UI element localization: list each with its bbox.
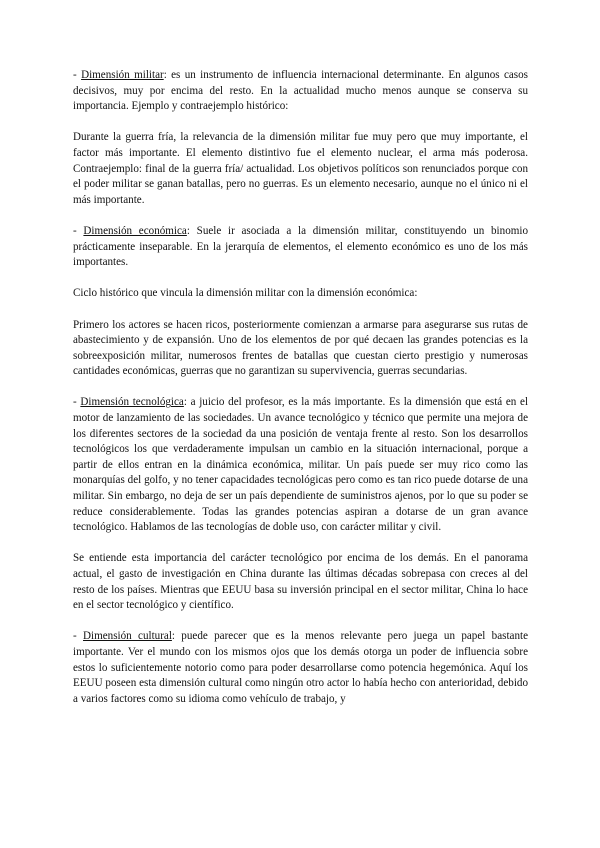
term-dimension-economica: Dimensión económica [83,224,187,237]
paragraph-guerra-fria: Durante la guerra fría, la relevancia de la dimensión militar fue muy pero que muy importante, el factor más importante. El elemento distintivo fue el elemento nuclear, el arma más poderosa. Contraejemplo: final de la guerra fría/ actualidad. Los objetivos políticos son renunciados porque con el poder militar se ganan batallas, pero no guerras. Es un elemento necesario, aunque no el único ni el más importante. [73,131,528,206]
paragraph-dimension-tecnologica: - Dimensión tecnológica: a juicio del profesor, es la más importante. Es la dimensión que está en el motor de lanzamiento de las sociedades. Un avance tecnológico y técnico que permite una mejora de los diferentes sectores de la sociedad da una posición de ventaja frente al resto. Son los desarrollos tecnológicos los que verdaderamente impulsan un cambio en la situación internacional, porque a partir de ellos entran en la dinámica económica, militar. Un país puede ser muy rico como las monarquías del golfo, y no tener capacidades tecnológicas pero como es tan rico puede dotarse de una militar. Sin embargo, no deja de ser un país dependiente de suministros ajenos, por lo que su poder se reduce considerablemente. Todas las grandes potencias aspiran a dotarse de un gran avance tecnológico. Hablamos de las tecnologías de doble uso, con carácter militar y civil. [73,396,529,534]
paragraph-dimension-economica: - Dimensión económica: Suele ir asociada a la dimensión militar, constituyendo un binomio prácticamente inseparable. En la jerarquía de elementos, el elemento económico es uno de los más importantes. [73,224,528,269]
paragraph-dimension-militar: - Dimensión militar: es un instrumento de influencia internacional determinante. En algunos casos decisivos, muy por encima del resto. En la actualidad mucho menos aunque se conserva su importancia. Ejemplo y contraejemplo histórico: [73,69,528,113]
document-body [73,68,528,723]
term-dimension-cultural: Dimensión cultural [83,630,172,643]
paragraph-actores-ricos: Primero los actores se hacen ricos, posteriormente comienzan a armarse para asegurarse sus rutas de abastecimiento y de expansión. Uno de los elementos de por qué decaen las grandes potencias es la sobreexposición militar, numerosos frentes de batallas que cuestan cierto prestigio y numerosas cantidades económicas, guerras que no garantizan su supervivencia, guerras secundarias. [73,318,528,378]
term-dimension-tecnologica: Dimensión tecnológica [80,396,184,409]
paragraph-importancia-tecnologica: Se entiende esta importancia del carácter tecnológico por encima de los demás. En el panorama actual, el gasto de investigación en China durante las últimas décadas sobrepasa con creces al del resto de los países. Mientras que EEUU basa su inversión principal en el sector militar, China lo hace en el sector tecnológico y científico. [73,552,528,612]
paragraph-dimension-cultural: - Dimensión cultural: puede parecer que es la menos relevante pero juega un papel bastante importante. Ver el mundo con los mismos ojos que los demás otorga un poder de influencia sobre estos lo suficientemente notorio como para poder desarrollarse como potencia hegemónica. Aquí los EEUU poseen esta dimensión cultural como ningún otro actor lo había hecho con anterioridad, debido a varios factores como su idioma como vehículo de trabajo, y [73,630,529,705]
paragraph-ciclo-historico: Ciclo histórico que vincula la dimensión militar con la dimensión económica: [73,287,418,300]
term-dimension-militar: Dimensión militar [81,69,164,81]
